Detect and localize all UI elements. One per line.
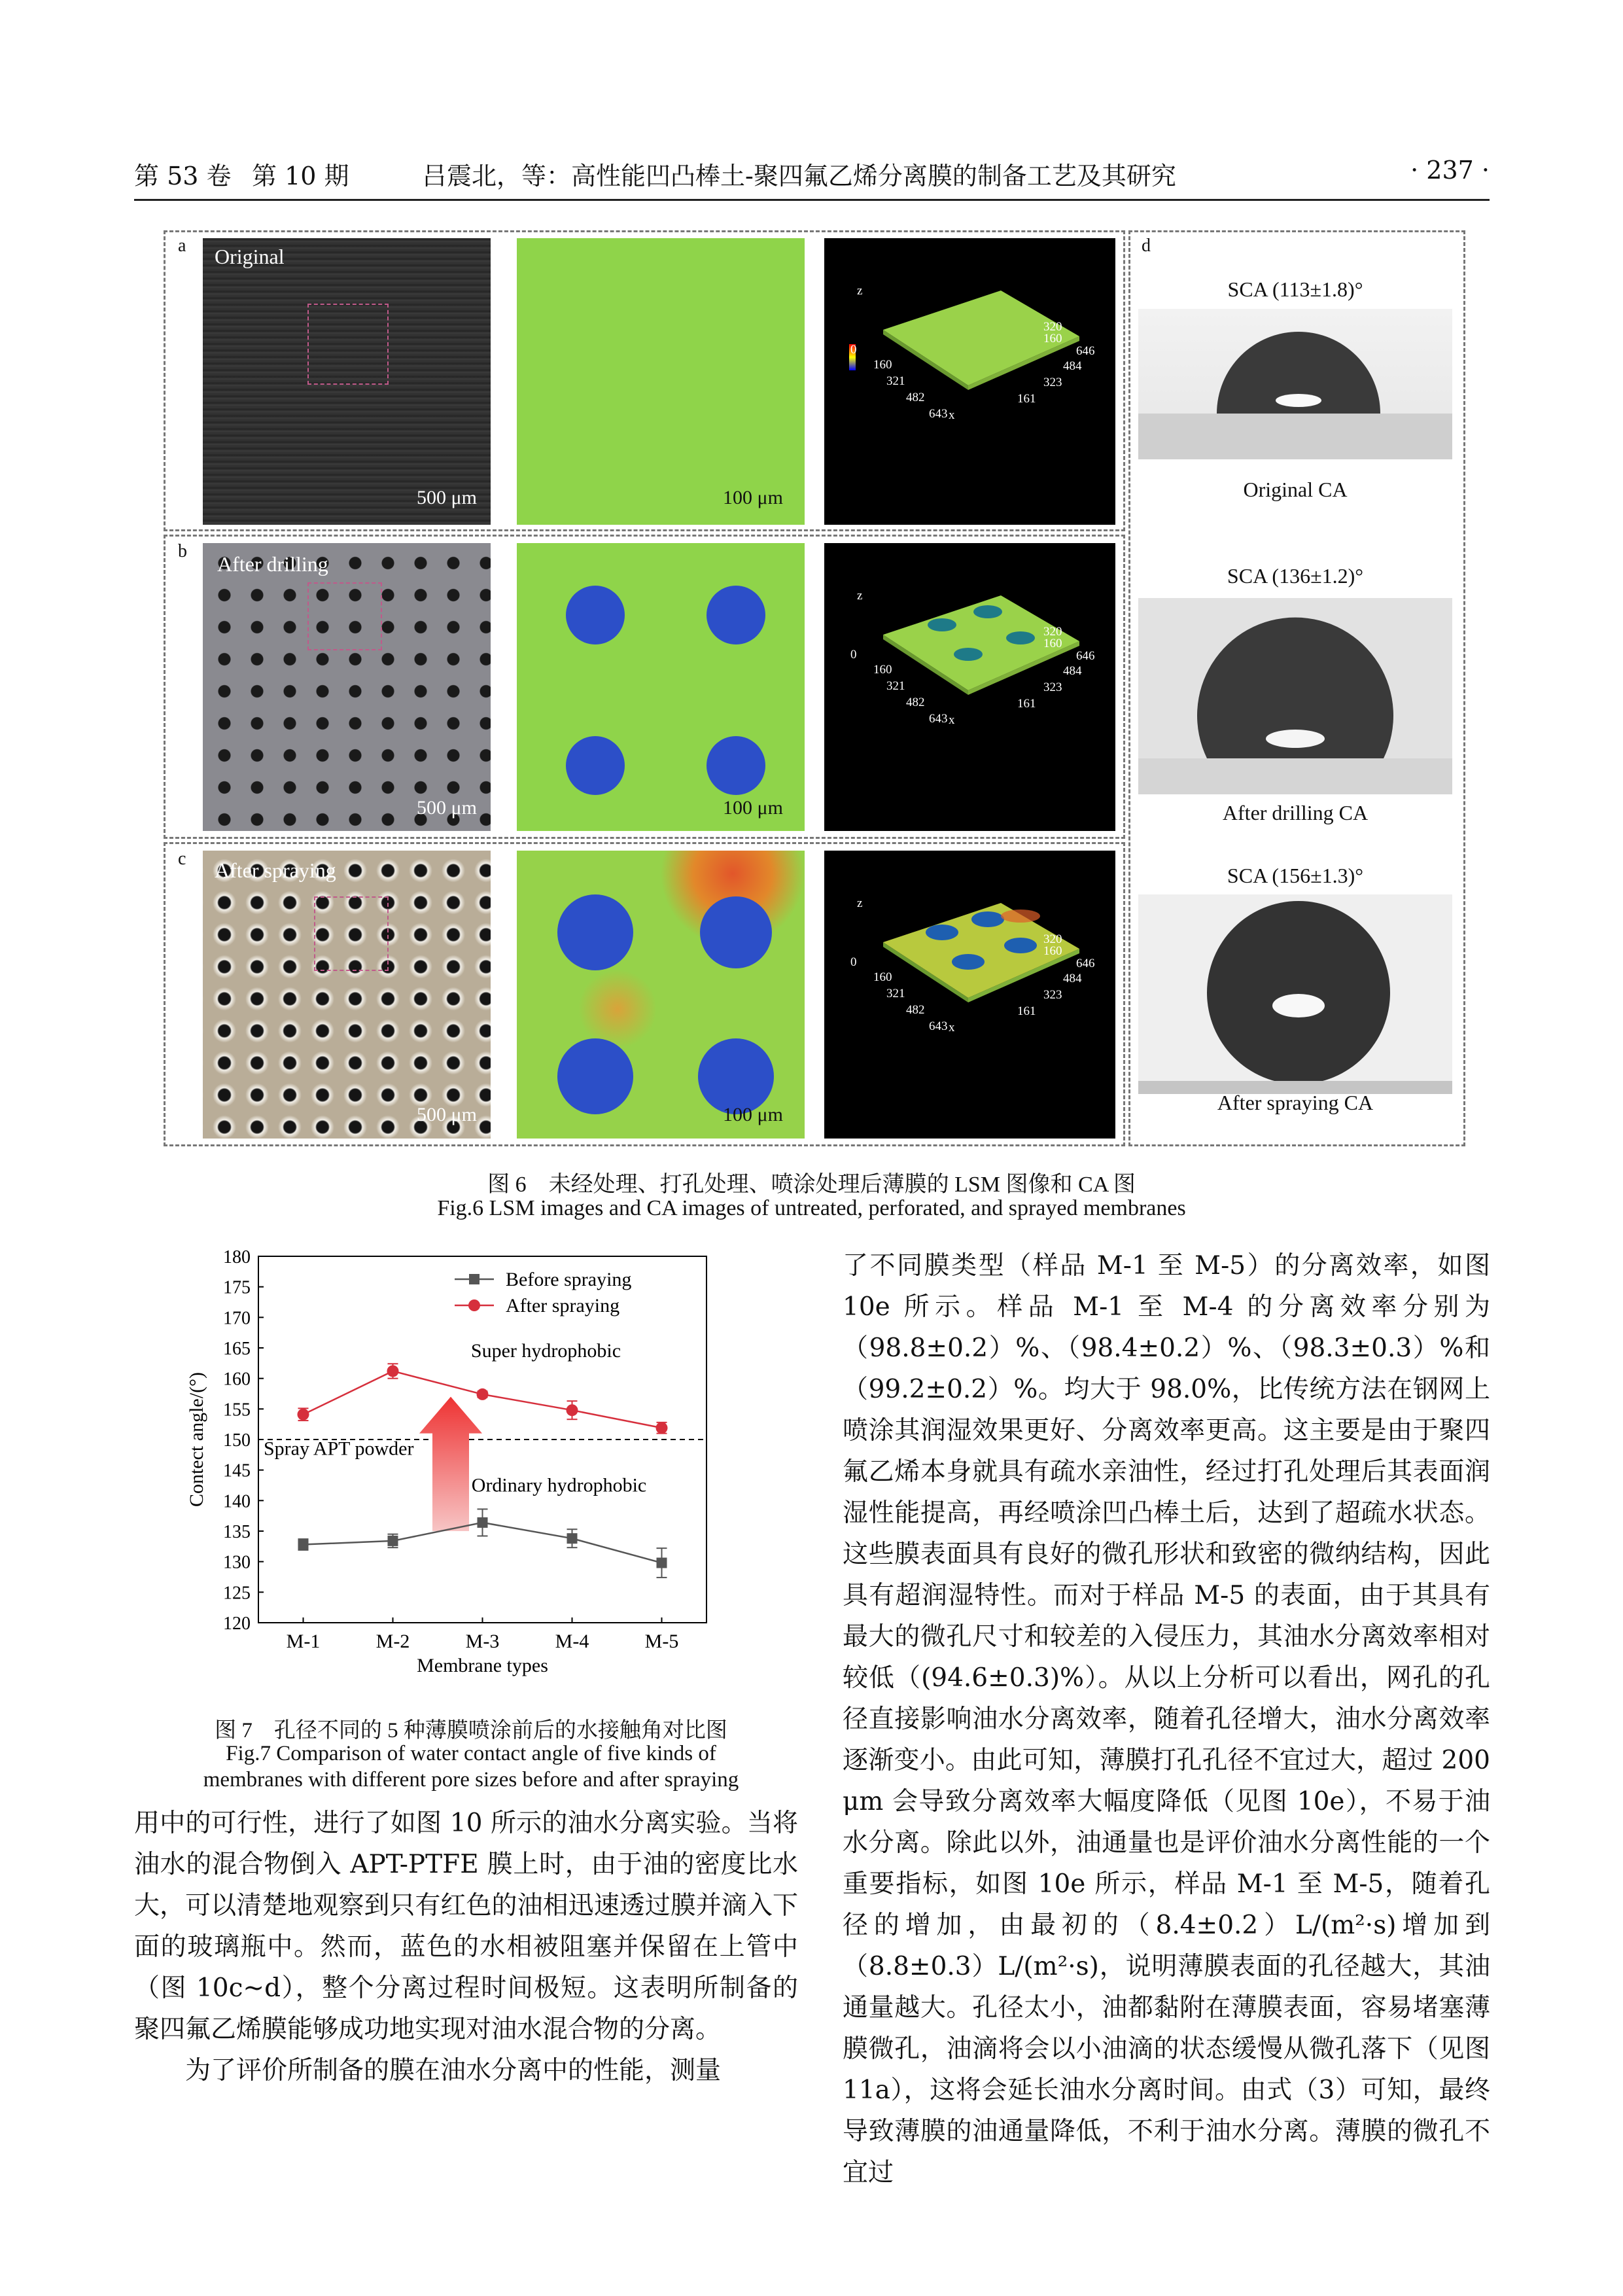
tag-after-spraying: After spraying [215,858,336,882]
paragraph: 为了评价所制备的膜在油水分离中的性能，测量 [185,2056,722,2085]
axis-tick-label: 160 [873,663,892,677]
axis-label-z: z [857,589,863,603]
ca-drilling-image [1138,598,1452,794]
axis-tick-label: 160 [1043,332,1062,345]
panel-label-b: b [178,541,187,561]
zoom-region-box [307,582,382,650]
axis-tick-label: 484 [1063,972,1082,985]
y-tick-label: 135 [223,1522,251,1542]
axis-tick-label: 160 [873,358,892,372]
fig7-caption-en-2: membranes with different pore sizes before and after spraying [203,1768,739,1792]
y-tick-label: 125 [223,1583,251,1604]
paragraph: 了不同膜类型（样品 M-1 至 M-5）的分离效率，如图 10e 所示。样品 M-1 至 M-4 的分离效率分别为（98.8±0.2）%、（98.4±0.2）%、（98.3±0.3）%和（99.2±0.2）%。均大于 98.0%，比传统方法在钢网上喷涂其润湿效果更好、分离效率更高。这主要是由于聚四氟乙烯本身就具有疏水亲油性，经过打孔处理后其表面润湿性能提高，再经喷涂凹凸棒土后，达到了超疏水状态。这些膜表面具有良好的微孔形状和致密的微纳结构，因此具有超润湿特性。而对于样品 M-5 的表面，由于其具有最大的微孔尺寸和较差的入侵压力，其油水分离效率相对较低（(94.6±0.3)%）。从以上分析可以看出，网孔的孔径直接影响油水分离效率，随着孔径增大，油水分离效率逐渐变小。由此可知，薄膜打孔孔径不宜过大，超过 200 μm 会导致分离效率大幅度降低（见图 10e），不易于油水分离。除此以外，油通量也是评价油水分离性能的一个重要指标，如图 10e 所示，样品 M-1 至 M-5，随着孔径的增加，由最初的（8.4±0.2）L/(m²·s)增加到（8.8±0.3）L/(m²·s)，说明薄膜表面的孔径越大，其油通量越大。孔径太小，油都黏附在薄膜表面，容易堵塞薄膜微孔，油滴将会以小油滴的状态缓慢从微孔落下（见图 11a），这将会延长油水分离时间。由式（3）可知，最终导致薄膜的油通量降低，不利于油水分离。薄膜的微孔不宜过 [843,1251,1490,2187]
axis-tick-label: 323 [1043,376,1062,389]
annotation-super-hydrophobic: Super hydrophobic [470,1340,621,1362]
y-tick-label: 145 [223,1460,251,1481]
left-column [134,1803,798,2091]
lsm-original-3d [824,238,1115,525]
contact-angle-chart [134,1246,808,1718]
x-tick-label: M-1 [286,1631,321,1652]
axis-tick-label: 323 [1043,988,1062,1002]
axis-tick-label: 482 [906,1003,925,1017]
fig7-caption-zh: 图 7 孔径不同的 5 种薄膜喷涂前后的水接触角对比图 [215,1719,727,1742]
x-axis-label: Membrane types [417,1655,548,1676]
axis-tick-label: 160 [1043,637,1062,650]
ca-caption: After drilling CA [1222,801,1369,824]
axis-tick-label: 0 [850,955,857,969]
tag-original: Original [215,245,285,268]
scale-label: 100 μm [723,1104,783,1125]
page-number: · 237 · [1410,156,1490,185]
axis-tick-label: 321 [886,679,905,693]
data-point [478,1517,488,1528]
axis-tick-label: 161 [1017,1004,1036,1018]
ca-sca-value: SCA (113±1.8)° [1227,277,1363,301]
ca-original-image [1138,309,1452,459]
ca-caption: After spraying CA [1217,1091,1374,1114]
axis-tick-label: 482 [906,391,925,404]
running-header [134,156,1490,195]
data-point [567,1404,578,1416]
tag-after-drilling: After drilling [217,552,328,576]
data-point [657,1558,667,1568]
panel-label-d: d [1142,236,1151,256]
legend-marker [468,1299,480,1311]
axis-tick-label: 323 [1043,680,1062,694]
annotation-spray: Spray APT powder [264,1438,414,1460]
x-tick-label: M-4 [555,1631,589,1652]
axis-tick-label: 643 [929,712,948,726]
data-point [388,1536,398,1546]
lsm-drilled-overview [203,543,491,831]
y-tick-label: 150 [223,1430,251,1451]
ca-sca-value: SCA (136±1.2)° [1227,564,1364,588]
panel-label-c: c [178,849,186,869]
lsm-sprayed-overview [203,851,491,1139]
scale-label: 500 μm [417,487,477,508]
legend-marker [469,1274,480,1284]
axis-tick-label: 646 [1076,344,1095,358]
ca-caption: Original CA [1243,478,1348,501]
axis-tick-label: 160 [873,970,892,984]
y-tick-label: 175 [223,1277,251,1298]
y-tick-label: 180 [223,1247,251,1267]
scale-label: 500 μm [417,1104,477,1125]
axis-tick-label: 160 [1043,944,1062,958]
axis-tick-label: 646 [1076,957,1095,970]
issue-label: 第 10 期 [252,162,349,190]
data-point [656,1422,668,1434]
running-title: 吕震北，等：高性能凹凸棒土-聚四氟乙烯分离膜的制备工艺及其研究 [422,162,1176,190]
axis-tick-label: 321 [886,374,905,388]
axis-tick-label: 643 [929,407,948,421]
zoom-region-box [307,304,389,385]
fig6-caption-zh: 图 6 未经处理、打孔处理、喷涂处理后薄膜的 LSM 图像和 CA 图 [487,1173,1136,1197]
x-tick-label: M-5 [644,1631,679,1652]
fig7-caption-en-1: Fig.7 Comparison of water contact angle of five kinds of [226,1742,716,1765]
y-tick-label: 160 [223,1369,251,1390]
data-point [298,1540,309,1550]
spray-arrow [419,1397,482,1531]
axis-tick-label: 0 [850,648,857,662]
y-tick-label: 130 [223,1552,251,1573]
y-tick-label: 120 [223,1614,251,1634]
axis-tick-label: 482 [906,696,925,709]
lsm-sprayed-zoom [517,851,805,1139]
figure-6 [164,230,1465,1146]
axis-label-x: x [949,713,955,727]
x-tick-label: M-2 [375,1631,410,1652]
panel-label-a: a [178,236,186,256]
header-rule [134,199,1490,201]
lsm-original-zoom [517,238,805,525]
axis-tick-label: 484 [1063,359,1082,373]
axis-tick-label: 320 [1043,320,1062,334]
legend-label: After spraying [506,1295,620,1316]
data-point [387,1365,399,1377]
y-tick-label: 165 [223,1339,251,1359]
y-tick-label: 155 [223,1400,251,1421]
axis-tick-label: 484 [1063,664,1082,678]
data-point [477,1388,489,1400]
axis-label-x: x [949,408,955,422]
axis-tick-label: 0 [850,343,857,357]
zoom-region-box [314,896,389,971]
scale-label: 100 μm [723,487,783,508]
axis-tick-label: 320 [1043,932,1062,946]
axis-tick-label: 161 [1017,392,1036,406]
fig6-caption-en: Fig.6 LSM images and CA images of untreated, perforated, and sprayed membranes [437,1196,1186,1220]
axis-tick-label: 646 [1076,649,1095,663]
data-point [567,1533,578,1544]
axis-tick-label: 643 [929,1019,948,1033]
y-tick-label: 140 [223,1491,251,1512]
ca-sca-value: SCA (156±1.3)° [1227,864,1364,887]
axis-tick-label: 320 [1043,625,1062,639]
x-tick-label: M-3 [465,1631,500,1652]
lsm-sprayed-3d [824,851,1115,1139]
figure-7-chart [134,1246,808,1718]
scale-label: 500 μm [417,797,477,819]
axis-tick-label: 321 [886,987,905,1000]
data-point [298,1409,309,1421]
y-axis-label: Contect angle/(°) [186,1371,207,1508]
legend-label: Before spraying [506,1269,632,1290]
volume-label: 第 53 卷 [134,162,232,190]
axis-tick-label: 161 [1017,697,1036,711]
paragraph: 用中的可行性，进行了如图 10 所示的油水分离实验。当将油水的混合物倒入 APT-PTFE 膜上时，由于油的密度比水大，可以清楚地观察到只有红色的油相迅速透过膜并滴入下面的玻璃瓶中。然而，蓝色的水相被阻塞并保留在上管中（图 10c~d），整个分离过程时间极短。这表明所制备的聚四氟乙烯膜能够成功地实现对油水混合物的分离。 [134,1809,798,2044]
scale-label: 100 μm [723,797,783,819]
lsm-drilled-zoom [517,543,805,831]
axis-label-z: z [857,896,863,910]
right-column [843,1245,1490,2193]
ca-spraying-image [1138,894,1452,1094]
y-tick-label: 170 [223,1308,251,1329]
lsm-drilled-3d [824,543,1115,831]
lsm-original-overview [203,238,491,525]
axis-label-z: z [857,284,863,298]
axis-label-x: x [949,1021,955,1034]
annotation-ordinary-hydrophobic: Ordinary hydrophobic [471,1474,647,1496]
